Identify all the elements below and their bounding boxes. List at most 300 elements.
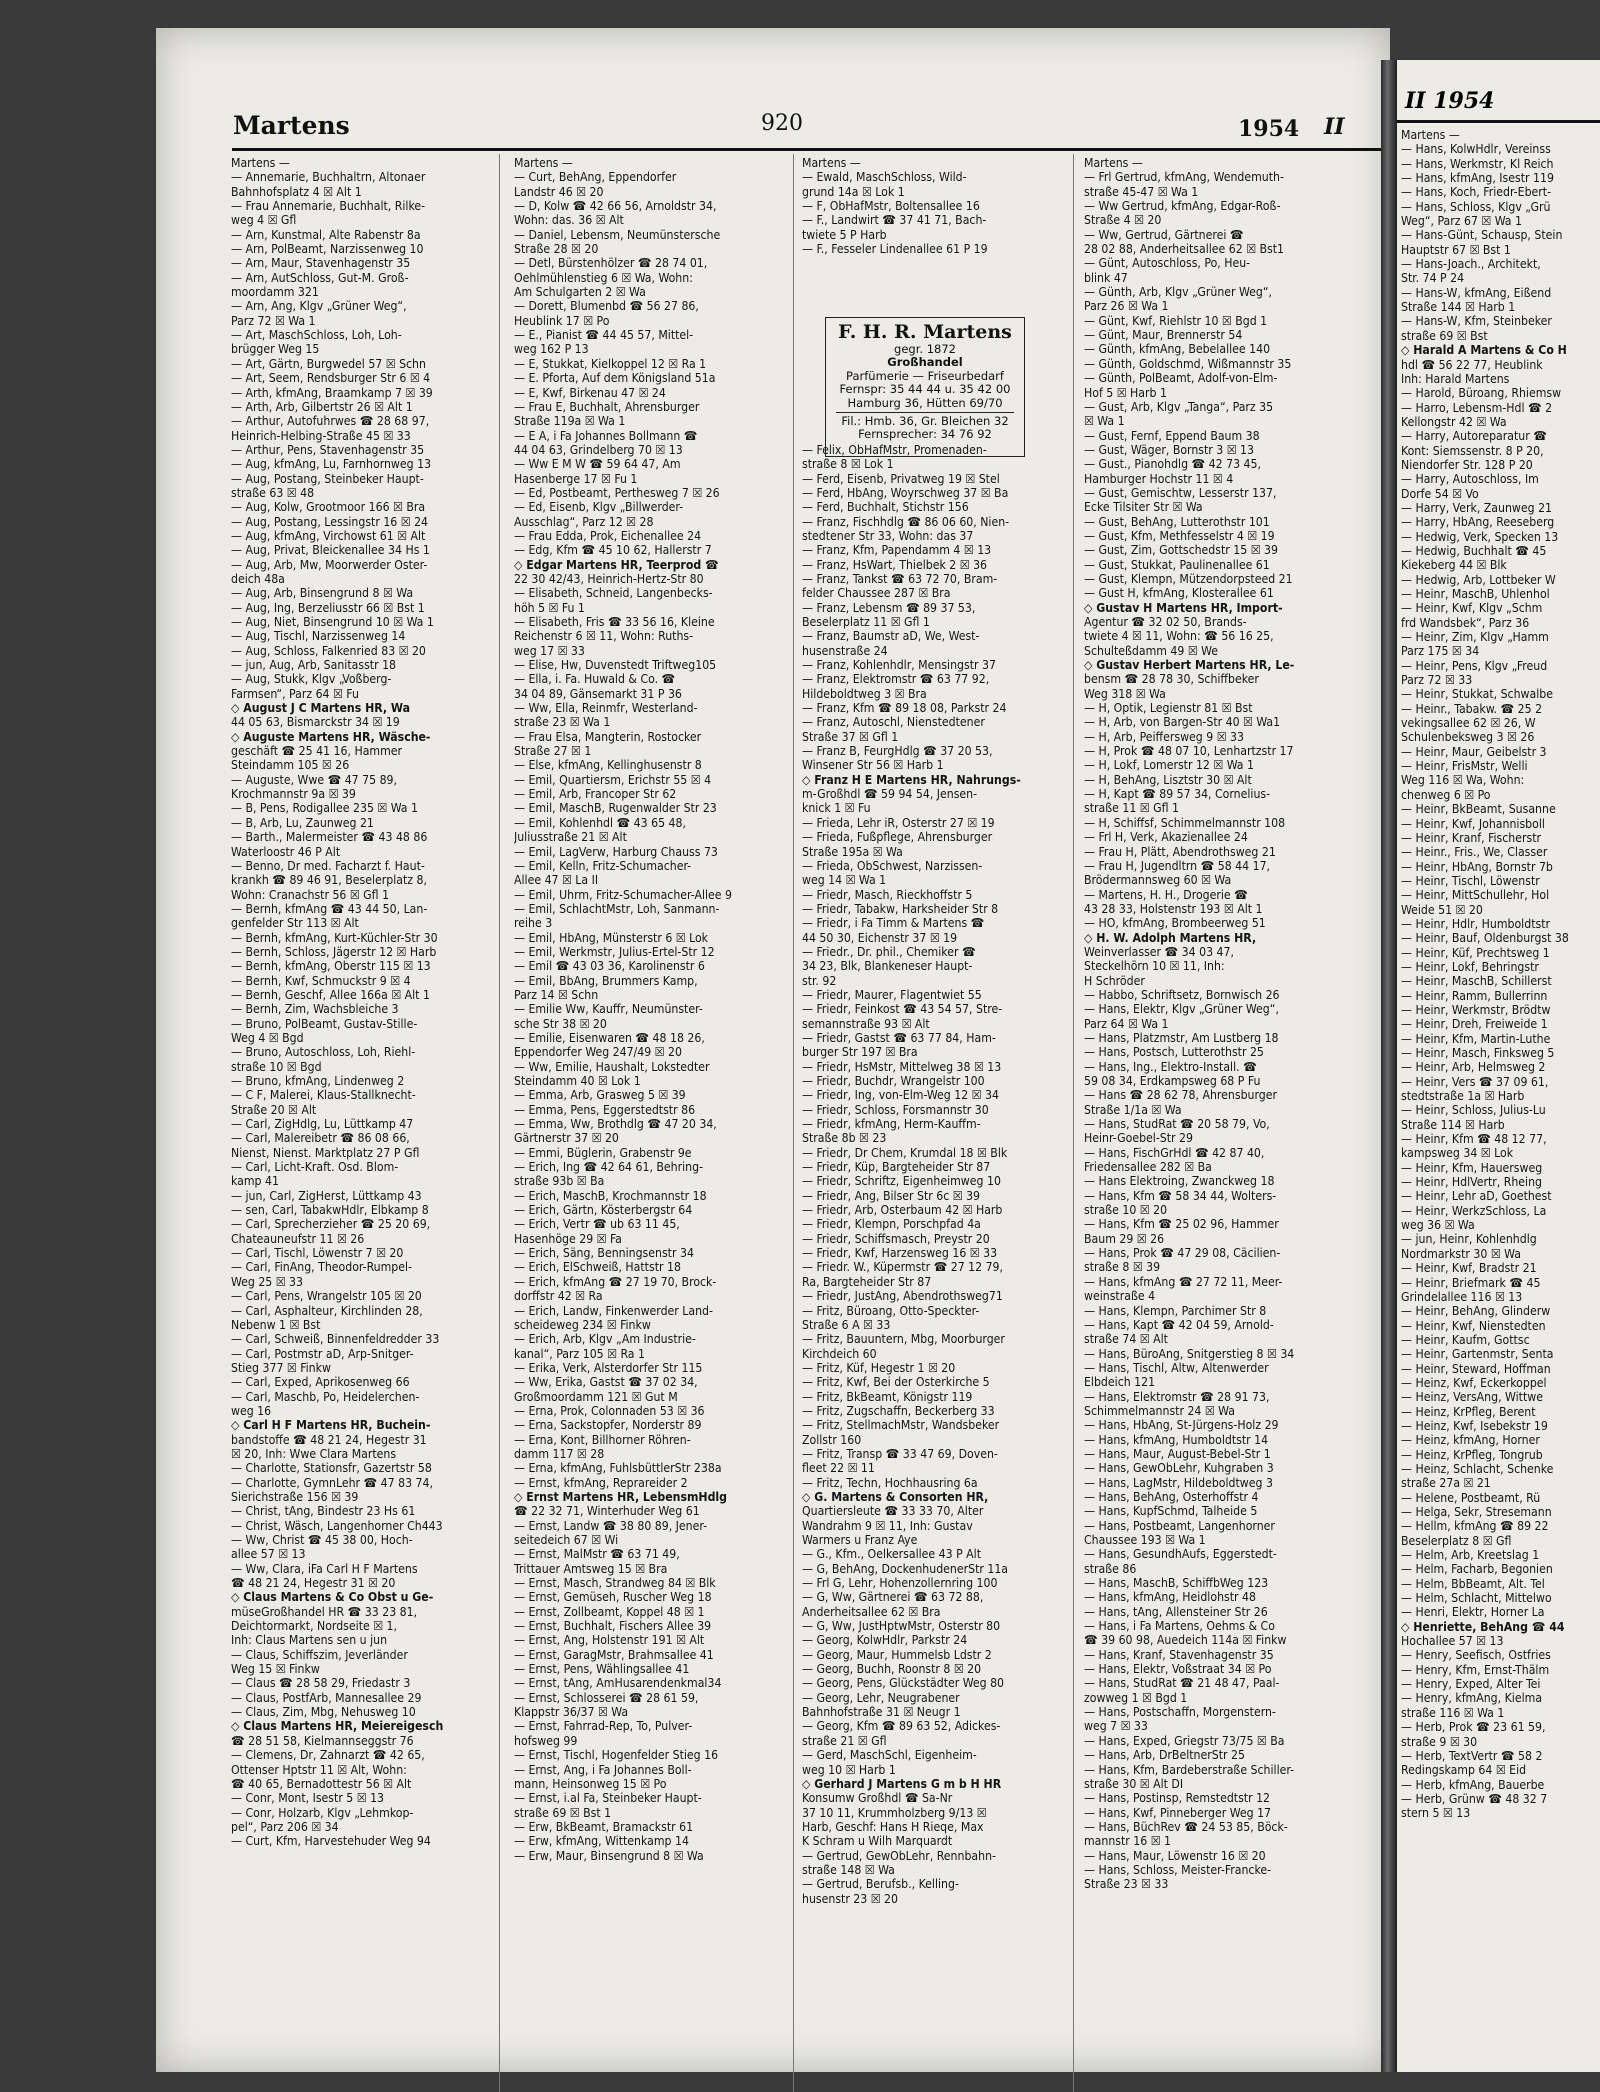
directory-entry-line: hofsweg 99 <box>514 1733 578 1748</box>
directory-entry-line: — Ed, Postbeamt, Perthesweg 7 ☒ 26 <box>514 485 720 500</box>
directory-entry-line: bandstoffe ☎ 48 21 24, Hegestr 31 <box>231 1432 427 1447</box>
directory-entry-line: — Hedwig, Verk, Specken 13 <box>1401 529 1559 544</box>
directory-entry-line: — Hans-Günt, Schausp, Stein <box>1401 228 1563 243</box>
directory-entry-line: — Hans, Schloss, Meister-Francke- <box>1084 1862 1272 1877</box>
directory-entry-line: — Heinr, Kaufm, Gottsc <box>1401 1332 1530 1347</box>
directory-entry-line: — Hans, Platzmstr, Am Lustberg 18 <box>1084 1030 1279 1045</box>
header-rule <box>1397 120 1600 123</box>
directory-entry-line: — Martens, H. H., Drogerie ☎ <box>1084 887 1248 902</box>
directory-entry-line: — Arthur, Pens, Stavenhagenstr 35 <box>231 442 425 457</box>
directory-entry-line: — Emil, SchlachtMstr, Loh, Sanmann- <box>514 901 720 916</box>
directory-entry-line: — Frl H, Verk, Akazienallee 24 <box>1084 830 1248 845</box>
directory-entry-line: — Aug, Ing, Berzeliusstr 66 ☒ Bst 1 <box>231 600 425 615</box>
directory-entry-line: Reichenstr 6 ☒ 11, Wohn: Ruths- <box>514 629 694 644</box>
directory-entry-line: — Carl, Licht-Kraft. Osd. Blom- <box>231 1160 399 1175</box>
directory-entry-line: — Gust, Gemischtw, Lesserstr 137, <box>1084 485 1277 500</box>
directory-entry-line: 28 02 88, Anderheitsallee 62 ☒ Bst1 <box>1084 242 1285 257</box>
directory-entry-line: damm 117 ☒ 28 <box>514 1446 605 1461</box>
directory-entry-line: — Erw, kfmAng, Wittenkamp 14 <box>514 1834 689 1849</box>
directory-entry-line: — Heinr, Lokf, Behringstr <box>1401 959 1539 974</box>
directory-entry-line: Weg 318 ☒ Wa <box>1084 686 1166 701</box>
directory-entry-line: Hochallee 57 ☒ 13 <box>1401 1634 1504 1649</box>
directory-entry-line: — Aug, Arb, Binsengrund 8 ☒ Wa <box>231 586 414 601</box>
directory-entry-line: Schimmelmannstr 24 ☒ Wa <box>1084 1403 1235 1418</box>
directory-entry-line: — Erna, kfmAng, FuhlsbüttlerStr 238a <box>514 1461 722 1476</box>
directory-entry-line: Parz 72 ☒ 33 <box>1401 673 1473 688</box>
directory-entry-line: Winsener Str 56 ☒ Harb 1 <box>802 758 944 773</box>
directory-entry-line: — Conr, Mont, Isestr 5 ☒ 13 <box>231 1791 385 1806</box>
ad-line: Parfümerie — Friseurbedarf <box>846 368 1004 383</box>
directory-entry-line: — E A, i Fa Johannes Bollmann ☎ <box>514 428 698 443</box>
directory-entry-line: Dorfe 54 ☒ Vo <box>1401 486 1479 501</box>
directory-entry-line: — Detl, Bürstenhölzer ☎ 28 74 01, <box>514 256 708 271</box>
directory-entry-line: — Ww, Erika, Gastst ☎ 37 02 34, <box>514 1375 698 1390</box>
directory-entry-line: — Franz, HsWart, Thielbek 2 ☒ 36 <box>802 557 988 572</box>
directory-entry-line: — Ww, Christ ☎ 45 38 00, Hoch- <box>231 1533 413 1547</box>
directory-entry-line: — Helm, BbBeamt, Alt. Tel <box>1401 1576 1545 1591</box>
ad-line: Fernsprecher: 34 76 92 <box>858 427 992 442</box>
directory-entry-line: — Friedr, Schiffsmasch, Preystr 20 <box>802 1231 990 1246</box>
directory-entry-line: — Hans, Maur, August-Bebel-Str 1 <box>1084 1446 1271 1461</box>
directory-entry-line: — Ww E M W ☎ 59 64 47, Am <box>514 457 681 472</box>
directory-entry-line: — Erich, Ing ☎ 42 64 61, Behring- <box>514 1160 704 1175</box>
directory-entry-line: brügger Weg 15 <box>231 342 320 357</box>
directory-entry-line: — Heinr, Kwf, Nienstedten <box>1401 1318 1546 1333</box>
directory-entry-line: stedtener Str 33, Wohn: das 37 <box>802 528 974 543</box>
directory-entry-line: — Emil, Quartiersm, Erichstr 55 ☒ 4 <box>514 772 712 787</box>
directory-entry-line: Krochmannstr 9a ☒ 39 <box>231 787 356 802</box>
directory-entry-line: — Aug, Kolw, Grootmoor 166 ☒ Bra <box>231 500 426 515</box>
directory-entry-line: — Fritz, Küf, Hegestr 1 ☒ 20 <box>802 1360 956 1375</box>
directory-entry-line: 44 05 63, Bismarckstr 34 ☒ 19 <box>231 715 400 730</box>
directory-entry-line: Deichtormarkt, Nordseite ☒ 1, <box>231 1619 397 1634</box>
directory-entry-line: — Franz, Autoschl, Nienstedtener <box>802 715 985 730</box>
directory-entry-line: — Friedr, i Fa Timm & Martens ☎ <box>802 916 985 931</box>
directory-entry-line: — Friedr, Kwf, Harzensweg 16 ☒ 33 <box>802 1246 998 1261</box>
directory-entry-line: — Ella, i. Fa. Huwald & Co. ☎ <box>514 672 676 687</box>
directory-entry-line: — Hans, Kfm ☎ 25 02 96, Hammer <box>1084 1217 1279 1232</box>
directory-entry-line: 37 10 11, Krummholzberg 9/13 ☒ <box>802 1805 987 1820</box>
directory-entry-line: — Fritz, Transp ☎ 33 47 69, Doven- <box>802 1446 998 1461</box>
directory-entry-line: — Henry, Seefisch, Ostfries <box>1401 1648 1551 1663</box>
book-gutter <box>1381 60 1397 2072</box>
directory-entry-line: — Fritz, Büroang, Otto-Speckter- <box>802 1303 980 1318</box>
directory-entry-line: — Friedr, Maurer, Flagentwiet 55 <box>802 987 982 1002</box>
directory-entry-line: — Hans, Elektromstr ☎ 28 91 73, <box>1084 1389 1270 1404</box>
directory-entry-line: — Auguste, Wwe ☎ 47 75 89, <box>231 772 398 787</box>
directory-entry-line: Parz 14 ☒ Schn <box>514 987 599 1002</box>
directory-entry-line: — Herb, Prok ☎ 23 61 59, <box>1401 1720 1546 1735</box>
directory-entry-line: ☎ 48 21 24, Hegestr 31 ☒ 20 <box>231 1576 396 1591</box>
directory-entry-line: — Bernh, Schloss, Jägerstr 12 ☒ Harb <box>231 944 437 959</box>
directory-entry-line: — Gust, Wäger, Bornstr 3 ☒ 13 <box>1084 442 1255 457</box>
directory-entry-line: Hasenberge 17 ☒ Fu 1 <box>514 471 638 486</box>
directory-entry-line: — Ernst, Pens, Wählingsallee 41 <box>514 1662 690 1677</box>
directory-entry-line: straße 69 ☒ Bst <box>1401 328 1488 343</box>
directory-entry-line: 43 28 33, Holstenstr 193 ☒ Alt 1 <box>1084 901 1263 916</box>
directory-entry-line: — H, Optik, Legienstr 81 ☒ Bst <box>1084 701 1253 716</box>
facing-page <box>1397 60 1600 2072</box>
directory-entry-line: straße 30 ☒ Alt DI <box>1084 1776 1184 1791</box>
directory-entry-line: — Aug, Privat, Bleickenallee 34 Hs 1 <box>231 543 430 558</box>
directory-entry-line: ◇ Gustav Herbert Martens HR, Le- <box>1084 658 1295 673</box>
directory-entry-line: — Heinr, WerkzSchloss, La <box>1401 1203 1547 1218</box>
directory-entry-line: — Emil, LagVerw, Harburg Chauss 73 <box>514 844 718 859</box>
directory-entry-line: — Herb, kfmAng, Bauerbe <box>1401 1777 1545 1792</box>
directory-entry-line: Hauptstr 67 ☒ Bst 1 <box>1401 242 1511 257</box>
directory-entry-line: — Carl, Schweiß, Binnenfeldredder 33 <box>231 1332 440 1347</box>
directory-entry-line: — Arn, Kunstmal, Alte Rabenstr 8a <box>231 227 421 242</box>
directory-entry-line: — Habbo, Schriftsetz, Bornwisch 26 <box>1084 987 1280 1002</box>
directory-entry-line: — Christ, tAng, Bindestr 23 Hs 61 <box>231 1504 416 1519</box>
directory-entry-line: — Friedr. W., Küpermstr ☎ 27 12 79, <box>802 1260 1004 1275</box>
directory-entry-line: — G, Ww, Gärtnerei ☎ 63 72 88, <box>802 1590 984 1605</box>
directory-entry-line: — Hans, MaschB, SchiffbWeg 123 <box>1084 1576 1269 1591</box>
directory-entry-line: — Ferd, Buchhalt, Stichstr 156 <box>802 500 969 515</box>
directory-entry-line: straße 11 ☒ Gfl 1 <box>1084 801 1179 816</box>
directory-entry-line: Bahnhofsplatz 4 ☒ Alt 1 <box>231 184 362 199</box>
directory-entry-line: Inh: Harald Martens <box>1401 371 1510 386</box>
directory-entry-line: — Hans, BehAng, Osterhoffstr 4 <box>1084 1489 1259 1504</box>
directory-entry-line: moordamm 321 <box>231 285 319 300</box>
directory-entry-line: kamp 41 <box>231 1174 279 1189</box>
directory-entry-line: bensm ☎ 28 78 30, Schiffbeker <box>1084 672 1259 687</box>
directory-entry-line: — Art, MaschSchloss, Loh, Loh- <box>231 328 402 343</box>
directory-entry-line: ◇ Ernst Martens HR, LebensmHdlg <box>514 1489 728 1504</box>
directory-entry-line: — Frl Gertrud, kfmAng, Wendemuth- <box>1084 170 1284 185</box>
directory-entry-line: Weg“, Parz 67 ☒ Wa 1 <box>1401 214 1522 229</box>
directory-entry-line: — G., Kfm., Oelkersallee 43 P Alt <box>802 1547 982 1562</box>
directory-entry-line: — Georg, Maur, Hummelsb Ldstr 2 <box>802 1647 992 1662</box>
directory-entry-line: Hof 5 ☒ Harb 1 <box>1084 385 1167 400</box>
directory-entry-line: deich 48a <box>231 571 285 586</box>
directory-entry-line: — Carl, Malereibetr ☎ 86 08 66, <box>231 1131 410 1146</box>
directory-entry-line: — Herb, TextVertr ☎ 58 2 <box>1401 1748 1543 1763</box>
directory-entry-line: Eppendorfer Weg 247/49 ☒ 20 <box>514 1045 682 1060</box>
directory-entry-line: Warmers u Franz Aye <box>802 1533 918 1547</box>
directory-entry-line: — Erich, Säng, Benningsenstr 34 <box>514 1246 694 1261</box>
directory-entry-line: Landstr 46 ☒ 20 <box>514 184 604 199</box>
directory-entry-line: — Arn, Ang, Klgv „Grüner Weg“, <box>231 299 407 314</box>
directory-entry-line: — Heinr, Arb, Helmsweg 2 <box>1401 1060 1546 1075</box>
directory-entry-line: 44 50 30, Eichenstr 37 ☒ 19 <box>802 930 958 945</box>
directory-entry-line: straße 86 <box>1084 1561 1137 1576</box>
directory-entry-line: — Charlotte, Stationsfr, Gazertstr 58 <box>231 1461 432 1476</box>
directory-entry-line: — Friedr, Ang, Bilser Str 6c ☒ 39 <box>802 1188 981 1203</box>
directory-entry-line: — Hans, Elektr, Voßstraat 34 ☒ Po <box>1084 1662 1272 1677</box>
directory-entry-line: scheideweg 234 ☒ Finkw <box>514 1317 651 1332</box>
directory-entry-line: Parz 72 ☒ Wa 1 <box>231 313 316 328</box>
directory-entry-line: Heinrich-Helbing-Straße 45 ☒ 33 <box>231 428 411 443</box>
directory-entry-line: — Hans, tAng, Allensteiner Str 26 <box>1084 1604 1268 1619</box>
directory-entry-line: K Schram u Wilh Marquardt <box>802 1834 953 1849</box>
directory-entry-line: reihe 3 <box>514 916 553 931</box>
directory-entry-line: — Frau Elsa, Mangterin, Rostocker <box>514 729 702 744</box>
directory-entry-line: — Aug, Stukk, Klgv „Voßberg- <box>231 672 392 687</box>
directory-entry-line: — Erich, Landw, Finkenwerder Land- <box>514 1303 713 1318</box>
directory-entry-line: — Hans, Kfm ☎ 58 34 44, Wolters- <box>1084 1188 1277 1203</box>
directory-entry-line: — Aug, Postang, Lessingstr 16 ☒ 24 <box>231 514 429 529</box>
directory-entry-line: — Frl G, Lehr, Hohenzollernring 100 <box>802 1576 998 1591</box>
directory-entry-line: — Hans, Postinsp, Remstedtstr 12 <box>1084 1791 1271 1806</box>
directory-entry-line: straße 8 ☒ Lok 1 <box>802 457 894 472</box>
directory-entry-line: ◇ Carl H F Martens HR, Buchein- <box>231 1418 431 1433</box>
directory-entry-line: — Franz, Kfm ☎ 89 18 08, Parkstr 24 <box>802 701 1007 716</box>
directory-entry-line: — Ernst, i.al Fa, Steinbeker Haupt- <box>514 1791 702 1806</box>
directory-entry-line: Ra, Bargteheider Str 87 <box>802 1274 932 1289</box>
directory-entry-line: — Ernst, Ang, i Fa Johannes Boll- <box>514 1762 692 1777</box>
directory-entry-line: — Claus, Schiffszim, Jeverländer <box>231 1647 408 1662</box>
directory-entry-line: — D, Kolw ☎ 42 66 56, Arnoldstr 34, <box>514 199 717 214</box>
directory-entry-line: Straße 28 ☒ 20 <box>514 242 599 257</box>
directory-entry-line: — Fritz, Zugschaffn, Beckerberg 33 <box>802 1403 995 1418</box>
directory-entry-line: — Franz, Fischhdlg ☎ 86 06 60, Nien- <box>802 514 1010 529</box>
directory-entry-line: — Heinr, Gartenmstr, Senta <box>1401 1347 1554 1362</box>
directory-entry-line: — Hans, Klempn, Parchimer Str 8 <box>1084 1303 1267 1318</box>
directory-entry-line: ◇ Gerhard J Martens G m b H HR <box>802 1776 1002 1791</box>
directory-entry-line: — Hans, Arb, DrBeltnerStr 25 <box>1084 1748 1245 1763</box>
directory-entry-line: — Claus ☎ 28 58 29, Friedastr 3 <box>231 1676 411 1691</box>
directory-entry-line: — Bernh, Geschf, Allee 166a ☒ Alt 1 <box>231 987 430 1002</box>
directory-entry-line: — Friedr, Klempn, Porschpfad 4a <box>802 1217 981 1232</box>
directory-entry-line: — H, BehAng, Lisztstr 30 ☒ Alt <box>1084 772 1252 787</box>
directory-entry-line: Straße 1/1a ☒ Wa <box>1084 1102 1182 1117</box>
directory-entry-line: Heublink 17 ☒ Po <box>514 313 610 328</box>
directory-entry-line: — Hans, Elektr, Klgv „Grüner Weg“, <box>1084 1002 1279 1017</box>
directory-entry-line: — Heinr, Briefmark ☎ 45 <box>1401 1275 1541 1290</box>
directory-entry-line: mannstr 16 ☒ 1 <box>1084 1834 1172 1849</box>
directory-entry-line: — Friedr, Schriftz, Eigenheimweg 10 <box>802 1174 1001 1189</box>
directory-entry-line: — Hans, Maur, Löwenstr 16 ☒ 20 <box>1084 1848 1266 1863</box>
directory-entry-line: — Heinr, Steward, Hoffman <box>1401 1361 1551 1376</box>
directory-entry-line: — Harro, Lebensm-Hdl ☎ 2 <box>1401 400 1553 415</box>
directory-entry-line: müseGroßhandel HR ☎ 33 23 81, <box>231 1604 418 1619</box>
directory-entry-line: m-Großhdl ☎ 59 94 54, Jensen- <box>802 787 978 802</box>
directory-entry-line: — Heinr., Fris., We, Classer <box>1401 845 1548 860</box>
directory-entry-line: — Hans, HbAng, St-Jürgens-Holz 29 <box>1084 1418 1279 1433</box>
directory-entry-line: ◇ H. W. Adolph Martens HR, <box>1084 930 1257 945</box>
directory-entry-line: Straße 195a ☒ Wa <box>802 844 903 859</box>
ad-rule <box>836 412 1014 413</box>
directory-entry-line: — Hans, Koch, Friedr-Ebert- <box>1401 185 1552 200</box>
directory-entry-line: — Carl, Sprecherzieher ☎ 25 20 69, <box>231 1217 431 1232</box>
directory-entry-line: Kiekeberg 44 ☒ Blk <box>1401 558 1507 573</box>
directory-entry-line: — H, Prok ☎ 48 07 10, Lenhartzstr 17 <box>1084 744 1294 759</box>
directory-entry-line: — Heinr, Maur, Geibelstr 3 <box>1401 744 1547 759</box>
directory-entry-line: — Hans-W, Kfm, Steinbeker <box>1401 314 1552 329</box>
directory-entry-line: — Heinr, Hdlr, Humboldtstr <box>1401 916 1551 931</box>
directory-entry-line: — Benno, Dr med. Facharzt f. Haut- <box>231 858 425 873</box>
directory-entry-line: blink 47 <box>1084 270 1128 285</box>
directory-entry-line: — Friedr., Dr. phil., Chemiker ☎ <box>802 944 976 959</box>
directory-entry-line: — Else, kfmAng, Kellinghusenstr 8 <box>514 758 702 773</box>
directory-entry-line: — Curt, Kfm, Harvestehuder Weg 94 <box>231 1834 431 1849</box>
directory-entry-line: — Emil, BbAng, Brummers Kamp, <box>514 973 698 988</box>
directory-entry-line: — Erna, Sackstopfer, Norderstr 89 <box>514 1418 702 1433</box>
directory-entry-line: weg 16 <box>231 1403 272 1418</box>
directory-entry-line: — Friedr, Dr Chem, Krumdal 18 ☒ Blk <box>802 1145 1008 1160</box>
directory-entry-line: Kirchdeich 60 <box>802 1346 877 1361</box>
directory-entry-line: — Hans, Kwf, Pinneberger Weg 17 <box>1084 1805 1272 1820</box>
directory-entry-line: str. 92 <box>802 973 837 988</box>
directory-entry-line: — Heinr, Schloss, Julius-Lu <box>1401 1103 1546 1118</box>
directory-entry-line: — F, ObHafMstr, Boltensallee 16 <box>802 199 980 214</box>
directory-entry-line: — Heinz, Schlacht, Schenke <box>1401 1461 1554 1476</box>
directory-entry-line: — Friedr, HsMstr, Mittelweg 38 ☒ 13 <box>802 1059 1002 1074</box>
directory-entry-line: Wohn: Cranachstr 56 ☒ Gfl 1 <box>231 887 390 902</box>
directory-entry-line: — Harry, Verk, Zaunweg 21 <box>1401 500 1553 515</box>
directory-entry-line: — Heinr, MaschB, Uhlenhol <box>1401 587 1550 601</box>
directory-entry-line: — Hans, i Fa Martens, Oehms & Co <box>1084 1619 1275 1634</box>
directory-column-4 <box>1084 156 1380 1892</box>
directory-entry-line: — Ernst, Landw ☎ 38 80 89, Jener- <box>514 1518 708 1533</box>
directory-entry-line: Weg 4 ☒ Bgd <box>231 1030 304 1045</box>
directory-entry-line: — Hans, Postschaffn, Morgenstern- <box>1084 1705 1276 1720</box>
directory-entry-line: straße 27a ☒ 21 <box>1401 1476 1491 1491</box>
directory-entry-line: — Erich, Arb, Klgv „Am Industrie- <box>514 1332 696 1347</box>
directory-entry-line: Parz 64 ☒ Wa 1 <box>1084 1016 1169 1031</box>
directory-entry-line: — Fritz, Kwf, Bei der Osterkirche 5 <box>802 1375 990 1390</box>
directory-entry-line: — jun, Heinr, Kohlenhdlg <box>1401 1232 1537 1247</box>
directory-entry-line: — Carl, Pens, Wrangelstr 105 ☒ 20 <box>231 1289 422 1304</box>
directory-entry-line: ◇ Edgar Martens HR, Teerprod ☎ <box>514 557 719 572</box>
directory-entry-line: — Fritz, Bauuntern, Mbg, Moorburger <box>802 1332 1005 1347</box>
directory-entry-line: — E, Kwf, Birkenau 47 ☒ 24 <box>514 385 666 400</box>
directory-entry-line: Allee 47 ☒ La II <box>514 873 599 888</box>
directory-entry-line: 44 04 63, Grindelberg 70 ☒ 13 <box>514 442 683 457</box>
directory-entry-line: Kellongstr 42 ☒ Wa <box>1401 414 1507 429</box>
directory-entry-line: — Heinr, Stukkat, Schwalbe <box>1401 687 1553 702</box>
directory-entry-line: — Gerd, MaschSchl, Eigenheim- <box>802 1748 977 1763</box>
directory-entry-line: — Bernh, Kwf, Schmuckstr 9 ☒ 4 <box>231 973 411 988</box>
directory-entry-line: straße 45-47 ☒ Wa 1 <box>1084 184 1199 199</box>
directory-entry-line: — Christ, Wäsch, Langenhorner Ch443 <box>231 1518 443 1533</box>
directory-entry-line: Klappstr 36/37 ☒ Wa <box>514 1705 629 1720</box>
directory-entry-line: Straße 4 ☒ 20 <box>1084 213 1162 228</box>
directory-entry-line: Anderheitsallee 62 ☒ Bra <box>802 1604 941 1619</box>
directory-entry-line: — Günth, Arb, Klgv „Grüner Weg“, <box>1084 285 1273 300</box>
column-divider <box>793 154 794 2092</box>
directory-entry-line: — Aug, Niet, Binsengrund 10 ☒ Wa 1 <box>231 615 434 629</box>
directory-entry-line: — Elisabeth, Fris ☎ 33 56 16, Kleine <box>514 615 715 629</box>
directory-entry-line: — Harry, HbAng, Reeseberg <box>1401 515 1555 530</box>
directory-entry-line: Nienst, Nienst. Marktplatz 27 P Gfl <box>231 1145 420 1160</box>
page-header-name: Martens <box>233 111 350 140</box>
directory-entry-line: Juliusstraße 21 ☒ Alt <box>514 830 627 845</box>
directory-entry-line: — G, BehAng, DockenhudenerStr 11a <box>802 1561 1009 1576</box>
directory-entry-line: — Friedr, Ing, von-Elm-Weg 12 ☒ 34 <box>802 1088 999 1103</box>
directory-entry-line: — Franz, Kfm, Papendamm 4 ☒ 13 <box>802 543 992 558</box>
directory-entry-line: — B, Pens, Rodigallee 235 ☒ Wa 1 <box>231 801 418 816</box>
directory-entry-line: — Friedr, Tabakw, Harksheider Str 8 <box>802 901 999 916</box>
directory-entry-line: — Emil ☎ 43 03 36, Karolinenstr 6 <box>514 959 705 974</box>
directory-entry-line: — Gertrud, Berufsb., Kelling- <box>802 1877 959 1892</box>
directory-entry-line: — Günt, Maur, Brennerstr 54 <box>1084 328 1243 343</box>
directory-entry-line: — Heinr, Zim, Klgv „Hamm <box>1401 630 1549 645</box>
directory-entry-line: — Heinr, Dreh, Freiweide 1 <box>1401 1017 1548 1032</box>
directory-entry-line: — Arthur, Autofuhrwes ☎ 28 68 97, <box>231 414 430 429</box>
directory-entry-line: — Carl, Postmstr aD, Arp-Snitger- <box>231 1346 414 1361</box>
directory-entry-line: — Ww, Emilie, Haushalt, Lokstedter <box>514 1059 710 1074</box>
directory-entry-line: dorffstr 42 ☒ Ra <box>514 1289 603 1304</box>
directory-entry-line: Schulenbeksweg 3 ☒ 26 <box>1401 730 1535 745</box>
directory-entry-line: — Erich, kfmAng ☎ 27 19 70, Brock- <box>514 1274 717 1289</box>
directory-entry-line: — Conr, Holzarb, Klgv „Lehmkop- <box>231 1805 414 1820</box>
directory-entry-line: — E, Stukkat, Kielkoppel 12 ☒ Ra 1 <box>514 356 707 371</box>
directory-entry-line: allee 57 ☒ 13 <box>231 1547 306 1562</box>
directory-entry-line: — Heinz, KrPfleg, Berent <box>1401 1404 1536 1419</box>
directory-entry-line: — Arn, PolBeamt, Narzissenweg 10 <box>231 242 424 257</box>
directory-entry-line: — Hans, Werkmstr, Kl Reich <box>1401 156 1554 171</box>
directory-entry-line: weg 17 ☒ 33 <box>514 643 585 658</box>
directory-entry-line: — Emilie Ww, Kauffr, Neumünster- <box>514 1002 703 1017</box>
directory-entry-line: — Heinz, VersAng, Wittwe <box>1401 1390 1543 1405</box>
directory-entry-line: — Heinr, Werkmstr, Brödtw <box>1401 1002 1551 1017</box>
directory-entry-line: — Ed, Eisenb, Klgv „Billwerder- <box>514 500 684 515</box>
directory-entry-line: ☒ Wa 1 <box>1084 414 1125 429</box>
directory-entry-line: — Hans, kfmAng, Heidlohstr 48 <box>1084 1590 1256 1605</box>
directory-entry-line: — H, Arb, von Bargen-Str 40 ☒ Wa1 <box>1084 715 1281 730</box>
directory-entry-line: — Elisabeth, Schneid, Langenbecks- <box>514 586 713 601</box>
directory-entry-line: — Hans, kfmAng, Humboldtstr 14 <box>1084 1432 1269 1447</box>
directory-entry-line: — Ww Gertrud, kfmAng, Edgar-Roß- <box>1084 199 1281 214</box>
directory-entry-line: — Art, Seem, Rendsburger Str 6 ☒ 4 <box>231 371 431 386</box>
directory-entry-line: — Henry, Kfm, Ernst-Thälm <box>1401 1662 1550 1677</box>
directory-entry-line: knick 1 ☒ Fu <box>802 801 871 816</box>
directory-entry-line: — Frau E, Buchhalt, Ahrensburger <box>514 399 700 414</box>
directory-entry-line: — Carl, FinAng, Theodor-Rumpel- <box>231 1260 413 1275</box>
directory-entry-line: — Heinr, MittSchullehr, Hol <box>1401 888 1550 903</box>
directory-entry-line: — Ernst, kfmAng, Reprareider 2 <box>514 1475 688 1490</box>
directory-entry-line: — Hans-Joach., Architekt, <box>1401 257 1541 272</box>
directory-entry-line: twiete 5 P Harb <box>802 227 887 242</box>
directory-entry-line: Straße 8b ☒ 23 <box>802 1131 887 1146</box>
directory-entry-line: Inh: Claus Martens sen u jun <box>231 1633 388 1648</box>
directory-entry-line: pel“, Parz 206 ☒ 34 <box>231 1819 339 1834</box>
directory-entry-line: — Friedr, Buchdr, Wrangelstr 100 <box>802 1074 985 1088</box>
directory-entry-line: straße 116 ☒ Wa 1 <box>1401 1705 1505 1720</box>
directory-entry-line: Agentur ☎ 32 02 50, Brands- <box>1084 615 1247 629</box>
directory-entry-line: — Heinr, Kwf, Bradstr 21 <box>1401 1261 1537 1276</box>
directory-entry-line <box>802 256 1060 270</box>
directory-entry-line: Straße 20 ☒ Alt <box>231 1102 317 1117</box>
directory-entry-line: — Gust, Stukkat, Paulinenallee 61 <box>1084 557 1270 572</box>
directory-entry-line: — Heinr, Küf, Prechtsweg 1 <box>1401 945 1550 960</box>
directory-entry-line: — Erw, BkBeamt, Bramackstr 61 <box>514 1819 694 1834</box>
directory-entry-line: — G, Ww, JustHptwMstr, Osterstr 80 <box>802 1619 1001 1634</box>
directory-entry-line: — Henry, Exped, Alter Tei <box>1401 1677 1541 1692</box>
directory-entry-line: Niendorfer Str. 128 P 20 <box>1401 457 1533 472</box>
directory-entry-line: kampsweg 34 ☒ Lok <box>1401 1146 1514 1161</box>
header-rule <box>232 148 1532 151</box>
directory-entry-line <box>802 271 1060 285</box>
directory-entry-line: — Hans, Schloss, Klgv „Grü <box>1401 199 1551 214</box>
directory-entry-line: fleet 22 ☒ 11 <box>802 1461 875 1476</box>
directory-entry-line: — Arn, AutSchloss, Gut-M. Groß- <box>231 270 409 285</box>
directory-entry-line: — Gust, Klempn, Mützendorpsteed 21 <box>1084 571 1293 586</box>
directory-entry-line: — Hedwig, Arb, Lottbeker W <box>1401 572 1556 587</box>
directory-entry-line: — Elise, Hw, Duvenstedt Triftweg105 <box>514 658 717 673</box>
directory-entry-line: Wohn: das. 36 ☒ Alt <box>514 213 624 228</box>
directory-entry-line: straße 63 ☒ 48 <box>231 485 315 500</box>
directory-entry-line: — H, Kapt ☎ 89 57 34, Cornelius- <box>1084 787 1271 802</box>
directory-entry-line: Weide 51 ☒ 20 <box>1401 902 1483 917</box>
directory-entry-line: — Ferd, HbAng, Woyrschweg 37 ☒ Ba <box>802 485 1009 500</box>
directory-entry-line: — Ernst, Masch, Strandweg 84 ☒ Blk <box>514 1576 716 1591</box>
directory-entry-line: Ausschlag“, Parz 12 ☒ 28 <box>514 514 654 529</box>
page-number: 920 <box>761 111 803 136</box>
directory-entry-line: — Ewald, MaschSchloss, Wild- <box>802 170 967 185</box>
